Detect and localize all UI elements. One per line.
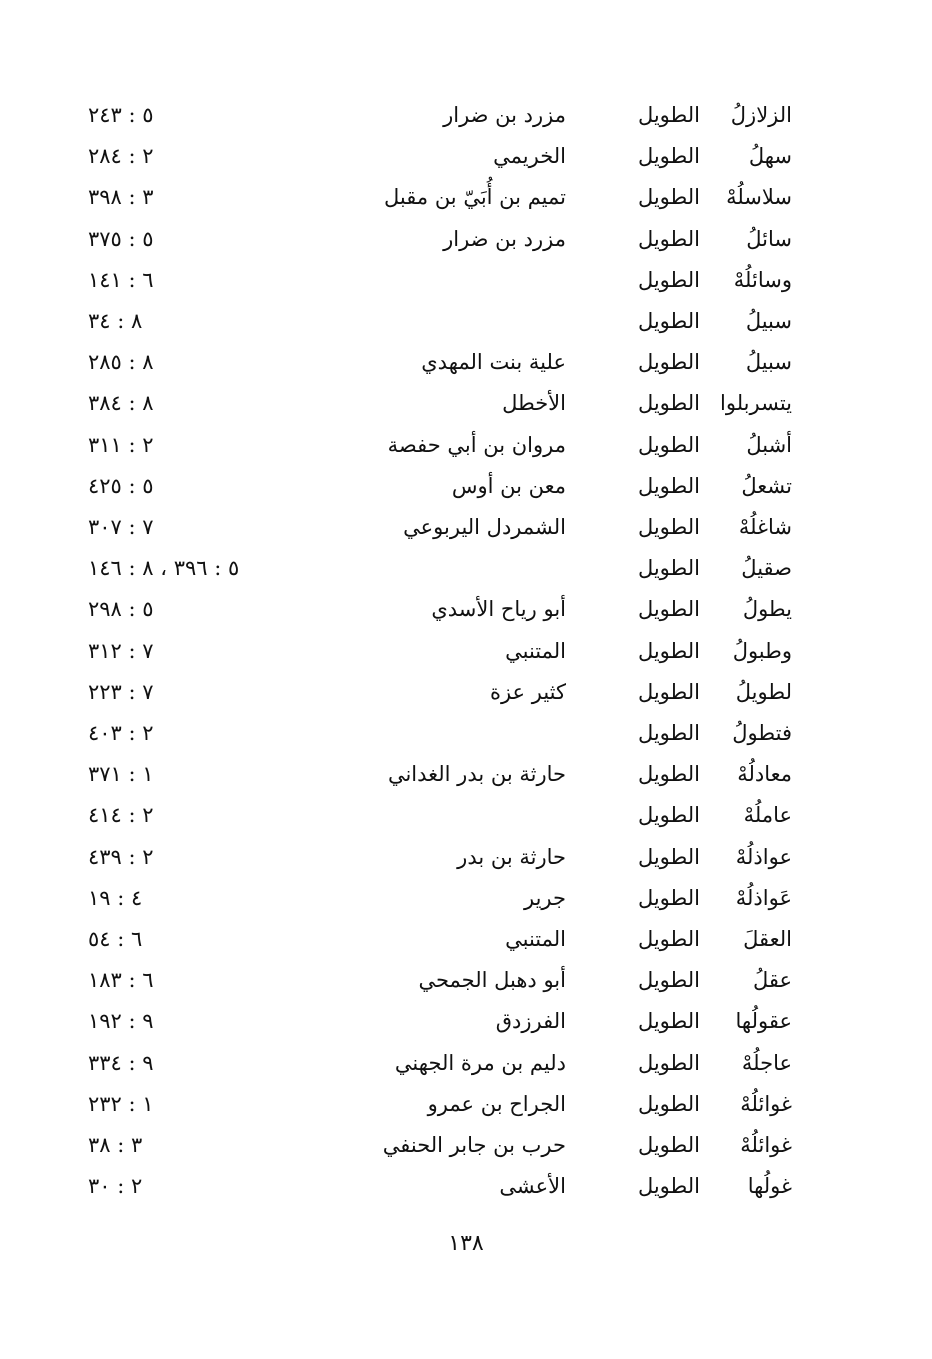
- volume-page-reference: ٨ : ٣٨٤: [88, 391, 154, 416]
- meter-name: الطويل: [637, 1009, 700, 1034]
- rhyme-word: تشعلُ: [741, 473, 792, 498]
- meter-name: الطويل: [637, 638, 700, 663]
- index-row: [0, 1166, 932, 1207]
- index-row: [0, 383, 932, 424]
- index-row: [0, 754, 932, 795]
- volume-page-reference: ٣ : ٣٨: [88, 1133, 143, 1157]
- index-row: [0, 672, 932, 713]
- meter-name: الطويل: [637, 226, 700, 251]
- meter-name: الطويل: [637, 103, 700, 127]
- meter-name: الطويل: [637, 267, 700, 292]
- poet-name: مروان بن أبي حفصة: [387, 432, 566, 457]
- meter-name: الطويل: [637, 1174, 700, 1199]
- volume-page-reference: ٧ : ٢٢٣: [88, 679, 154, 704]
- poet-name: [296, 260, 566, 301]
- index-row: [0, 795, 932, 836]
- index-row: [0, 1001, 932, 1042]
- meter-name: الطويل: [637, 597, 700, 622]
- poet-name: الأخطل: [502, 391, 566, 416]
- poet-name: كثير عزة: [489, 679, 566, 704]
- index-row: [0, 878, 932, 919]
- rhyme-word: سبيلُ: [745, 350, 792, 375]
- poet-name: جرير: [524, 885, 566, 910]
- volume-page-reference: ١ : ٢٣٢: [88, 1091, 154, 1116]
- index-row: [0, 136, 932, 177]
- rhyme-word: عاجلُهْ: [741, 1050, 792, 1075]
- meter-name: الطويل: [637, 309, 700, 333]
- rhyme-word: معادلُهْ: [737, 762, 792, 787]
- index-row: [0, 713, 932, 754]
- rhyme-word: سلاسلُهْ: [726, 185, 792, 210]
- index-row: [0, 1084, 932, 1125]
- poet-name: [296, 713, 566, 754]
- poet-name: مزرد بن ضرار: [443, 103, 566, 127]
- volume-page-reference: ٧ : ٣١٢: [88, 638, 154, 663]
- rhyme-word: أشبلُ: [746, 432, 792, 457]
- rhyme-word: سهلُ: [748, 144, 792, 169]
- poet-name: [296, 548, 566, 589]
- volume-page-reference: ٣ : ٣٩٨: [88, 185, 154, 210]
- meter-name: الطويل: [637, 968, 700, 993]
- page-number: ١٣٨: [448, 1231, 484, 1256]
- volume-page-reference: ٩ : ١٩٢: [88, 1009, 154, 1034]
- meter-name: الطويل: [637, 1091, 700, 1116]
- meter-name: الطويل: [637, 1050, 700, 1075]
- volume-page-reference: ١ : ٣٧١: [88, 762, 154, 787]
- index-row: [0, 548, 932, 589]
- rhyme-word: غولُها: [747, 1174, 792, 1199]
- poet-name: الفرزدق: [495, 1009, 566, 1034]
- meter-name: الطويل: [637, 679, 700, 704]
- meter-name: الطويل: [637, 803, 700, 828]
- meter-name: الطويل: [637, 350, 700, 375]
- verse-index-table: [0, 95, 932, 1210]
- volume-page-reference: ٦ : ١٤١: [88, 267, 154, 292]
- volume-page-reference: ٥ : ٢٤٣: [88, 103, 154, 127]
- volume-page-reference: ٥ : ٣٧٥: [88, 226, 154, 251]
- index-row: [0, 466, 932, 507]
- rhyme-word: سبيلُ: [745, 309, 792, 333]
- rhyme-word: سائلُ: [746, 226, 792, 251]
- index-row: [0, 507, 932, 548]
- poet-name: [296, 301, 566, 342]
- rhyme-word: عواذلُهْ: [735, 844, 792, 869]
- meter-name: الطويل: [637, 885, 700, 910]
- rhyme-word: عَواذلُهْ: [735, 885, 792, 910]
- volume-page-reference: ٩ : ٣٣٤: [88, 1050, 154, 1075]
- volume-page-reference: ٧ : ٣٠٧: [88, 515, 154, 539]
- volume-page-reference: ٥ : ٢٩٨: [88, 597, 154, 622]
- volume-page-reference: ٥ : ٤٢٥: [88, 473, 154, 498]
- poet-name: معن بن أوس: [451, 473, 566, 498]
- rhyme-word: شاغلُهْ: [738, 515, 792, 539]
- volume-page-reference: ٢ : ٣٠: [88, 1174, 143, 1199]
- rhyme-word: العقلَ: [743, 927, 792, 951]
- index-row: [0, 425, 932, 466]
- poet-name: حارثة بن بدر الغداني: [387, 762, 566, 787]
- rhyme-word: الزلازلُ: [730, 103, 792, 127]
- rhyme-word: يتسربلوا: [720, 391, 792, 416]
- volume-page-reference: ٨ : ٢٨٥: [88, 350, 154, 375]
- index-row: [0, 342, 932, 383]
- poet-name: مزرد بن ضرار: [443, 226, 566, 251]
- poet-name: علية بنت المهدي: [421, 350, 566, 375]
- poet-name: الخريمي: [493, 144, 566, 169]
- rhyme-word: صقيلُ: [741, 556, 792, 581]
- meter-name: الطويل: [637, 144, 700, 169]
- volume-page-reference: ٤ : ١٩: [88, 885, 143, 910]
- rhyme-word: لطويلُ: [735, 679, 792, 704]
- meter-name: الطويل: [637, 515, 700, 539]
- rhyme-word: غوائلُهْ: [740, 1133, 792, 1157]
- meter-name: الطويل: [637, 185, 700, 210]
- meter-name: الطويل: [637, 927, 700, 951]
- volume-page-reference: ٢ : ٣١١: [88, 432, 154, 457]
- meter-name: الطويل: [637, 721, 700, 745]
- poet-name: الجراح بن عمرو: [427, 1091, 566, 1116]
- volume-page-reference: ٢ : ٤١٤: [88, 803, 154, 828]
- poet-name: أبو رياح الأسدي: [431, 597, 566, 622]
- poet-name: [296, 795, 566, 836]
- poet-name: تميم بن أُبَيّ بن مقبل: [384, 185, 566, 210]
- poet-name: أبو دهبل الجمحي: [418, 968, 566, 993]
- volume-page-reference: ٦ : ٥٤: [88, 927, 143, 951]
- meter-name: الطويل: [637, 556, 700, 581]
- index-row: [0, 631, 932, 672]
- index-row: [0, 219, 932, 260]
- rhyme-word: غوائلُهْ: [740, 1091, 792, 1116]
- volume-page-reference: ٢ : ٤٣٩: [88, 844, 154, 869]
- index-row: [0, 301, 932, 342]
- rhyme-word: وسائلُهْ: [733, 267, 792, 292]
- index-row: [0, 589, 932, 630]
- poet-name: حرب بن جابر الحنفي: [382, 1133, 566, 1157]
- volume-page-reference: ٢ : ٢٨٤: [88, 144, 154, 169]
- rhyme-word: وطبولُ: [732, 638, 792, 663]
- index-row: [0, 177, 932, 218]
- index-row: [0, 837, 932, 878]
- volume-page-reference: ٢ : ٤٠٣: [88, 721, 154, 745]
- volume-page-reference: ٦ : ١٨٣: [88, 968, 154, 993]
- meter-name: الطويل: [637, 1133, 700, 1157]
- poet-name: دليم بن مرة الجهني: [394, 1050, 566, 1075]
- index-row: [0, 260, 932, 301]
- rhyme-word: يطولُ: [742, 597, 792, 622]
- index-row: [0, 919, 932, 960]
- meter-name: الطويل: [637, 473, 700, 498]
- meter-name: الطويل: [637, 762, 700, 787]
- poet-name: المتنبي: [505, 638, 566, 663]
- rhyme-word: عقلُ: [752, 968, 792, 993]
- index-row: [0, 95, 932, 136]
- meter-name: الطويل: [637, 844, 700, 869]
- poet-name: الشمردل اليربوعي: [403, 515, 566, 539]
- volume-page-reference: ٥ : ٣٩٦ ، ٨ : ١٤٦: [88, 556, 240, 581]
- volume-page-reference: ٨ : ٣٤: [88, 309, 143, 333]
- poet-name: حارثة بن بدر: [457, 844, 566, 869]
- rhyme-word: عاملُهْ: [743, 803, 792, 828]
- rhyme-word: عقولُها: [735, 1009, 792, 1034]
- index-row: [0, 1043, 932, 1084]
- poet-name: المتنبي: [505, 927, 566, 951]
- index-row: [0, 960, 932, 1001]
- meter-name: الطويل: [637, 432, 700, 457]
- meter-name: الطويل: [637, 391, 700, 416]
- rhyme-word: فتطولُ: [732, 721, 792, 745]
- index-row: [0, 1125, 932, 1166]
- poet-name: الأعشى: [499, 1174, 566, 1199]
